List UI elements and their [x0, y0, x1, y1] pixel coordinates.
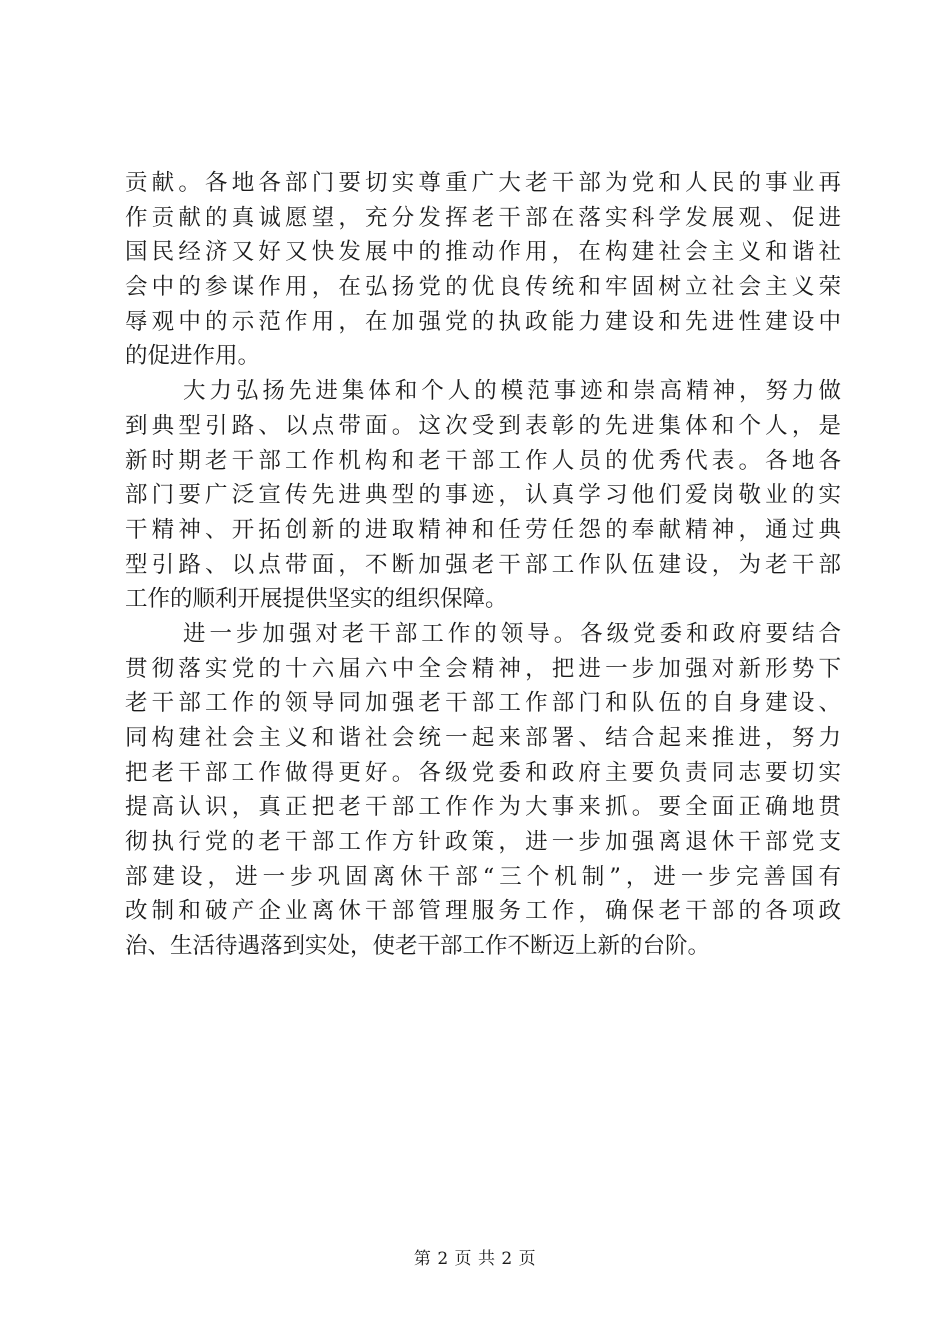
text-line: 彻执行党的老干部工作方针政策，进一步加强离退休干部党支 [125, 829, 841, 856]
text-line: 到典型引路、以点带面。这次受到表彰的先进集体和个人，是 [125, 412, 841, 439]
text-line: 大力弘扬先进集体和个人的模范事迹和崇高精神，努力做 [183, 378, 841, 405]
text-line: 贯彻落实党的十六届六中全会精神，把进一步加强对新形势下 [125, 655, 841, 682]
paragraph [125, 166, 841, 374]
text-line: 的促进作用。 [125, 343, 261, 370]
text-line: 部建设，进一步巩固离休干部“三个机制”，进一步完善国有 [125, 863, 841, 890]
text-line: 辱观中的示范作用，在加强党的执政能力建设和先进性建设中 [125, 308, 841, 335]
text-line: 治、生活待遇落到实处，使老干部工作不断迈上新的台阶。 [125, 933, 711, 960]
text-line: 作贡献的真诚愿望，充分发挥老干部在落实科学发展观、促进 [125, 204, 841, 231]
text-line: 新时期老干部工作机构和老干部工作人员的优秀代表。各地各 [125, 447, 841, 474]
text-line: 型引路、以点带面，不断加强老干部工作队伍建设，为老干部 [125, 551, 841, 578]
text-line: 会中的参谋作用，在弘扬党的优良传统和牢固树立社会主义荣 [125, 274, 841, 301]
text-line: 同构建社会主义和谐社会统一起来部署、结合起来推进，努力 [125, 725, 841, 751]
paragraph [125, 374, 841, 617]
paragraph [125, 617, 841, 964]
text-line: 进一步加强对老干部工作的领导。各级党委和政府要结合 [183, 620, 841, 647]
text-line: 工作的顺利开展提供坚实的组织保障。 [125, 586, 508, 613]
text-line: 提高认识，真正把老干部工作作为大事来抓。要全面正确地贯 [125, 794, 841, 821]
text-line: 老干部工作的领导同加强老干部工作部门和队伍的自身建设、 [125, 690, 841, 717]
page-footer: 第 2 页 共 2 页 [413, 1249, 537, 1269]
document-body [125, 166, 841, 964]
text-line: 部门要广泛宣传先进典型的事迹，认真学习他们爱岗敬业的实 [125, 482, 841, 509]
text-line: 把老干部工作做得更好。各级党委和政府主要负责同志要切实 [125, 759, 841, 786]
text-line: 国民经济又好又快发展中的推动作用，在构建社会主义和谐社 [125, 239, 841, 266]
text-line: 贡献。各地各部门要切实尊重广大老干部为党和人民的事业再 [125, 170, 841, 196]
text-line: 改制和破产企业离休干部管理服务工作，确保老干部的各项政 [125, 898, 841, 925]
text-line: 干精神、开拓创新的进取精神和任劳任怨的奉献精神，通过典 [125, 516, 841, 543]
